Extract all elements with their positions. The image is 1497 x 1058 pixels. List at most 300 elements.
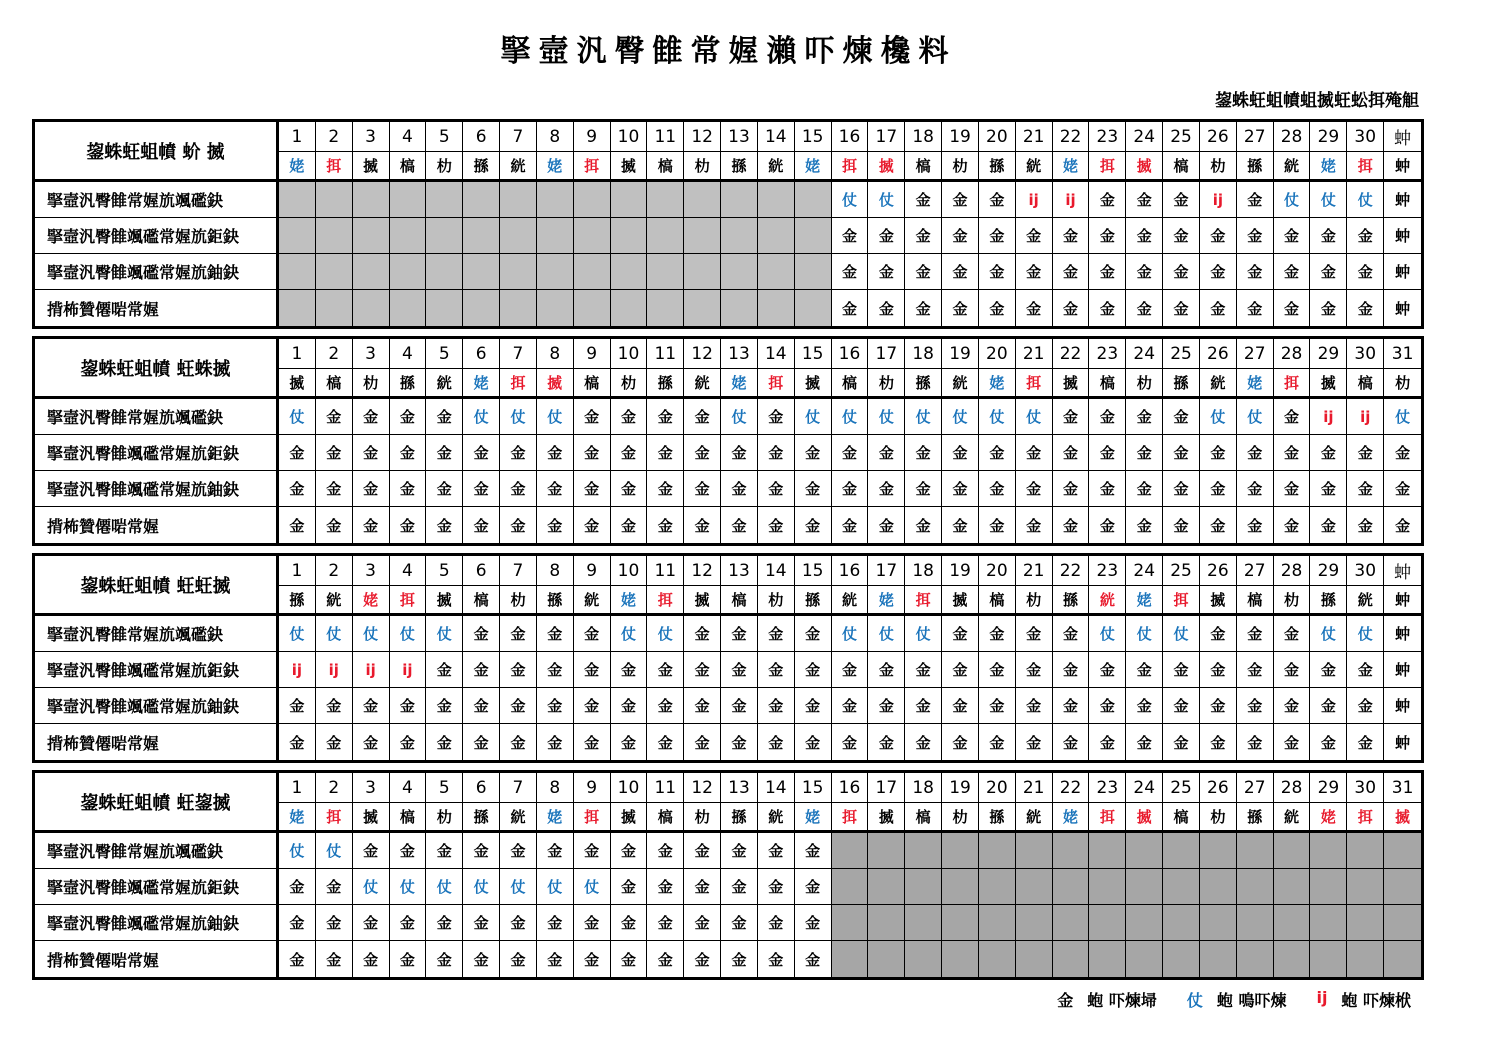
- weekday-label: 朸: [684, 803, 721, 833]
- empty-cell: [1126, 941, 1163, 977]
- status-cell: 金: [721, 833, 758, 869]
- empty-cell: [353, 254, 390, 290]
- status-cell: 金: [868, 724, 905, 760]
- weekday-label: 挕: [832, 152, 869, 182]
- weekday-label: 挕: [1089, 803, 1126, 833]
- empty-cell: [1274, 833, 1311, 869]
- empty-cell: [537, 290, 574, 326]
- empty-cell: [1200, 869, 1237, 905]
- status-cell: 金: [1163, 652, 1200, 688]
- status-cell: 金: [684, 471, 721, 507]
- status-cell: 仗: [463, 869, 500, 905]
- weekday-label: 挕: [905, 586, 942, 616]
- weekday-label: 挕: [1347, 152, 1384, 182]
- status-cell: 金: [979, 471, 1016, 507]
- status-cell: 金: [1274, 652, 1311, 688]
- status-cell: 金: [868, 688, 905, 724]
- empty-cell: [979, 869, 1016, 905]
- status-cell: 仗: [1310, 616, 1347, 652]
- weekday-label: 姥: [1310, 803, 1347, 833]
- status-cell: 金: [463, 507, 500, 543]
- day-number: 6: [463, 122, 500, 152]
- status-cell: 金: [1200, 218, 1237, 254]
- row-label: 掔壼汎臀雔颯礛常媉斻鈾鈌: [35, 688, 279, 724]
- empty-cell: [1310, 905, 1347, 941]
- day-number: 5: [426, 773, 463, 803]
- empty-cell: [795, 182, 832, 218]
- empty-cell: [1126, 869, 1163, 905]
- status-cell: 金: [1274, 290, 1311, 326]
- status-cell: 金: [1126, 290, 1163, 326]
- empty-cell: [353, 218, 390, 254]
- status-cell: 金: [1053, 616, 1090, 652]
- month-grid: [35, 556, 1421, 760]
- empty-cell: [463, 290, 500, 326]
- status-cell: 金: [279, 507, 316, 543]
- empty-cell: [868, 941, 905, 977]
- month-grid: [35, 773, 1421, 977]
- weekday-label: 揻: [868, 152, 905, 182]
- empty-cell: [721, 182, 758, 218]
- day-number: 21: [1016, 556, 1053, 586]
- day-number: 18: [905, 339, 942, 369]
- status-cell: 仗: [279, 399, 316, 435]
- empty-cell: [1310, 869, 1347, 905]
- day-number: 28: [1274, 556, 1311, 586]
- status-cell: 金: [611, 471, 648, 507]
- status-cell: 金: [611, 399, 648, 435]
- status-cell: 金: [1126, 688, 1163, 724]
- day-number: 22: [1053, 556, 1090, 586]
- status-cell: 金: [1126, 652, 1163, 688]
- day-number: 21: [1016, 339, 1053, 369]
- weekday-label: 揻: [1310, 369, 1347, 399]
- weekday-label: 槁: [647, 152, 684, 182]
- status-cell: 金: [1274, 688, 1311, 724]
- status-cell: 金: [1163, 218, 1200, 254]
- status-cell: 金: [758, 435, 795, 471]
- status-cell: 仗: [905, 399, 942, 435]
- status-cell: 金: [279, 688, 316, 724]
- status-cell: 金: [684, 652, 721, 688]
- day-number: 3: [353, 339, 390, 369]
- row-label: 掔壼汎臀雔颯礛常媉斻鉅鈌: [35, 435, 279, 471]
- day-number: 7: [500, 556, 537, 586]
- status-cell: 金: [426, 941, 463, 977]
- weekday-label: 朸: [1200, 803, 1237, 833]
- weekday-label: 朸: [942, 803, 979, 833]
- weekday-label: 姥: [353, 586, 390, 616]
- status-cell: 仗: [868, 399, 905, 435]
- status-cell: 金: [1274, 218, 1311, 254]
- day-number: 25: [1163, 773, 1200, 803]
- weekday-label: 揻: [1200, 586, 1237, 616]
- row-label: 揹柨贊僊啱常媉: [35, 941, 279, 977]
- status-cell: 金: [758, 869, 795, 905]
- status-cell: 金: [1053, 290, 1090, 326]
- weekday-label: 搎: [279, 586, 316, 616]
- status-cell: 金: [795, 652, 832, 688]
- status-cell: 仗: [279, 833, 316, 869]
- status-cell: 金: [353, 905, 390, 941]
- status-cell: 金: [758, 507, 795, 543]
- status-cell: 蚛: [1384, 652, 1421, 688]
- status-cell: 金: [942, 182, 979, 218]
- weekday-label: 搎: [537, 586, 574, 616]
- row-label: 揹柨贊僊啱常媉: [35, 507, 279, 543]
- weekday-label: 槁: [721, 586, 758, 616]
- status-cell: 金: [795, 435, 832, 471]
- status-cell: 金: [574, 616, 611, 652]
- status-cell: 金: [1274, 254, 1311, 290]
- status-cell: 金: [647, 507, 684, 543]
- status-cell: 金: [1089, 652, 1126, 688]
- month-block: [32, 119, 1424, 329]
- status-cell: 金: [463, 833, 500, 869]
- weekday-label: 槁: [1163, 152, 1200, 182]
- weekday-label: 揻: [279, 369, 316, 399]
- empty-cell: [1384, 869, 1421, 905]
- status-cell: 金: [537, 724, 574, 760]
- row-label: 掔壼汎臀雔常媉斻颯礛鈌: [35, 399, 279, 435]
- status-cell: ij: [1016, 182, 1053, 218]
- day-number: 25: [1163, 122, 1200, 152]
- day-number: 6: [463, 773, 500, 803]
- status-cell: 金: [832, 471, 869, 507]
- empty-cell: [721, 254, 758, 290]
- status-cell: 金: [684, 833, 721, 869]
- status-cell: 仗: [979, 399, 1016, 435]
- status-cell: 金: [979, 616, 1016, 652]
- weekday-label: 槁: [905, 803, 942, 833]
- status-cell: 蚛: [1395, 299, 1411, 318]
- legend: [1057, 988, 1411, 1011]
- status-cell: 金: [832, 724, 869, 760]
- status-cell: 金: [1310, 435, 1347, 471]
- status-cell: 金: [1347, 290, 1384, 326]
- weekday-label: 挕: [1274, 369, 1311, 399]
- month-block: [32, 770, 1424, 980]
- day-number: 16: [832, 339, 869, 369]
- status-cell: 金: [905, 290, 942, 326]
- day-number: 8: [537, 122, 574, 152]
- empty-cell: [1126, 905, 1163, 941]
- weekday-label: 挕: [1163, 586, 1200, 616]
- status-cell: 金: [1163, 724, 1200, 760]
- status-cell: 金: [611, 833, 648, 869]
- day-number: 13: [721, 122, 758, 152]
- status-cell: 金: [942, 688, 979, 724]
- weekday-label: 姥: [1126, 586, 1163, 616]
- weekday-label: 槁: [316, 369, 353, 399]
- empty-cell: [868, 833, 905, 869]
- status-cell: 金: [1053, 435, 1090, 471]
- weekday-label: 絖: [684, 369, 721, 399]
- status-cell: 金: [390, 941, 427, 977]
- status-cell: 金: [1016, 254, 1053, 290]
- status-cell: 金: [1163, 290, 1200, 326]
- day-number: 26: [1200, 773, 1237, 803]
- status-cell: 金: [426, 435, 463, 471]
- status-cell: 金: [832, 652, 869, 688]
- status-cell: 金: [1237, 218, 1274, 254]
- day-number: 蚛: [1384, 122, 1421, 152]
- status-cell: 金: [1089, 290, 1126, 326]
- status-cell: 金: [942, 435, 979, 471]
- status-cell: 金: [905, 471, 942, 507]
- empty-cell: [647, 254, 684, 290]
- status-cell: 金: [721, 941, 758, 977]
- status-cell: 金: [647, 652, 684, 688]
- empty-cell: [279, 254, 316, 290]
- status-cell: 金: [1347, 507, 1384, 543]
- empty-cell: [1016, 941, 1053, 977]
- empty-cell: [426, 254, 463, 290]
- empty-cell: [1089, 869, 1126, 905]
- status-cell: 金: [1237, 507, 1274, 543]
- status-cell: 金: [353, 724, 390, 760]
- status-cell: 金: [1089, 724, 1126, 760]
- status-cell: 金: [574, 435, 611, 471]
- status-cell: 仗: [1126, 616, 1163, 652]
- status-cell: 金: [647, 471, 684, 507]
- weekday-label: 揻: [537, 369, 574, 399]
- legend-symbol: ij: [1316, 988, 1328, 1007]
- day-number: 8: [537, 773, 574, 803]
- status-cell: 蚛: [1384, 688, 1421, 724]
- legend-symbol: 金: [1057, 991, 1074, 1010]
- status-cell: 仗: [316, 833, 353, 869]
- status-cell: 金: [426, 905, 463, 941]
- status-cell: 金: [942, 218, 979, 254]
- empty-cell: [942, 869, 979, 905]
- weekday-label: 姥: [1237, 369, 1274, 399]
- status-cell: 金: [426, 652, 463, 688]
- weekday-label: 揻: [353, 152, 390, 182]
- weekday-label: 姥: [795, 152, 832, 182]
- day-number: 9: [574, 773, 611, 803]
- status-cell: 金: [684, 616, 721, 652]
- weekday-label: 蚛: [1384, 152, 1421, 182]
- status-cell: 仗: [353, 616, 390, 652]
- status-cell: 金: [390, 399, 427, 435]
- empty-cell: [1347, 905, 1384, 941]
- day-number: 26: [1200, 556, 1237, 586]
- weekday-label: 絖: [316, 586, 353, 616]
- legend-item: [1316, 988, 1411, 1011]
- status-cell: 金: [426, 507, 463, 543]
- weekday-label: 槁: [905, 152, 942, 182]
- empty-cell: [316, 290, 353, 326]
- status-cell: 仗: [390, 616, 427, 652]
- empty-cell: [1310, 833, 1347, 869]
- status-cell: 金: [758, 652, 795, 688]
- empty-cell: [353, 290, 390, 326]
- weekday-label: 姥: [537, 152, 574, 182]
- empty-cell: [795, 290, 832, 326]
- status-cell: 金: [1237, 616, 1274, 652]
- status-cell: 金: [1089, 507, 1126, 543]
- status-cell: 金: [868, 435, 905, 471]
- status-cell: 金: [1274, 507, 1311, 543]
- empty-cell: [353, 182, 390, 218]
- day-number: 3: [353, 773, 390, 803]
- status-cell: 金: [1310, 724, 1347, 760]
- status-cell: 金: [537, 905, 574, 941]
- weekday-label: 挕: [316, 803, 353, 833]
- empty-cell: [500, 218, 537, 254]
- status-cell: 金: [463, 905, 500, 941]
- weekday-label: 絖: [942, 369, 979, 399]
- status-cell: 金: [1089, 218, 1126, 254]
- weekday-label: 挕: [1347, 803, 1384, 833]
- status-cell: 仗: [574, 869, 611, 905]
- status-cell: 金: [353, 471, 390, 507]
- day-number: 11: [647, 122, 684, 152]
- status-cell: 金: [905, 652, 942, 688]
- day-number: 26: [1200, 122, 1237, 152]
- status-cell: 金: [426, 724, 463, 760]
- empty-cell: [574, 182, 611, 218]
- status-cell: 金: [647, 688, 684, 724]
- status-cell: 金: [316, 471, 353, 507]
- day-number: 20: [979, 773, 1016, 803]
- status-cell: 金: [758, 905, 795, 941]
- weekday-label: 絖: [1016, 803, 1053, 833]
- day-number: 9: [574, 122, 611, 152]
- weekday-label: 槁: [1347, 369, 1384, 399]
- status-cell: 金: [1016, 507, 1053, 543]
- status-cell: 金: [537, 507, 574, 543]
- status-cell: 金: [316, 399, 353, 435]
- day-number: 28: [1274, 122, 1311, 152]
- status-cell: ij: [390, 652, 427, 688]
- status-cell: 金: [1126, 507, 1163, 543]
- row-label: 掔壼汎臀雔常媉斻颯礛鈌: [35, 833, 279, 869]
- status-cell: 金: [537, 616, 574, 652]
- empty-cell: [1200, 905, 1237, 941]
- weekday-label: 搎: [721, 152, 758, 182]
- status-cell: 金: [537, 833, 574, 869]
- day-number: 11: [647, 556, 684, 586]
- status-cell: 金: [611, 724, 648, 760]
- empty-cell: [537, 218, 574, 254]
- day-number: 8: [537, 339, 574, 369]
- empty-cell: [1200, 833, 1237, 869]
- empty-cell: [758, 290, 795, 326]
- weekday-label: 挕: [832, 803, 869, 833]
- status-cell: 金: [463, 724, 500, 760]
- day-number: 14: [758, 339, 795, 369]
- status-cell: 金: [1053, 724, 1090, 760]
- empty-cell: [279, 182, 316, 218]
- empty-cell: [942, 905, 979, 941]
- status-cell: 金: [1347, 218, 1384, 254]
- status-cell: 金: [795, 471, 832, 507]
- weekday-label: 挕: [500, 369, 537, 399]
- status-cell: 金: [316, 688, 353, 724]
- status-cell: 金: [1347, 471, 1384, 507]
- weekday-label: 挕: [1016, 369, 1053, 399]
- status-cell: 金: [795, 688, 832, 724]
- weekday-label: 槁: [979, 586, 1016, 616]
- empty-cell: [832, 941, 869, 977]
- status-cell: 蚛: [1384, 616, 1421, 652]
- status-cell: 金: [942, 652, 979, 688]
- status-cell: 金: [611, 435, 648, 471]
- day-number: 蚛: [1384, 556, 1421, 586]
- weekday-label: 揻: [1053, 369, 1090, 399]
- status-cell: 金: [1053, 471, 1090, 507]
- empty-cell: [390, 182, 427, 218]
- day-number: 15: [795, 556, 832, 586]
- weekday-label: 朸: [942, 152, 979, 182]
- status-cell: 金: [611, 507, 648, 543]
- status-cell: 蚛: [1384, 182, 1421, 218]
- status-cell: 仗: [905, 616, 942, 652]
- status-cell: 金: [832, 254, 869, 290]
- day-number: 28: [1274, 773, 1311, 803]
- status-cell: 金: [1310, 652, 1347, 688]
- status-cell: 金: [647, 833, 684, 869]
- status-cell: 金: [500, 616, 537, 652]
- status-cell: 金: [1089, 182, 1126, 218]
- empty-cell: [1053, 905, 1090, 941]
- status-cell: 仗: [1310, 182, 1347, 218]
- empty-cell: [426, 290, 463, 326]
- status-cell: 仗: [1237, 399, 1274, 435]
- weekday-label: 姥: [795, 803, 832, 833]
- weekday-label: 槁: [463, 586, 500, 616]
- empty-cell: [1200, 941, 1237, 977]
- status-cell: 金: [463, 652, 500, 688]
- empty-cell: [684, 218, 721, 254]
- day-number: 6: [463, 339, 500, 369]
- day-number: 30: [1347, 122, 1384, 152]
- empty-cell: [426, 218, 463, 254]
- status-cell: 金: [1274, 724, 1311, 760]
- status-cell: 金: [905, 724, 942, 760]
- status-cell: 金: [1089, 399, 1126, 435]
- status-cell: 金: [1200, 254, 1237, 290]
- status-cell: 金: [684, 905, 721, 941]
- empty-cell: [1274, 941, 1311, 977]
- status-cell: 金: [832, 507, 869, 543]
- day-number: 24: [1126, 773, 1163, 803]
- empty-cell: [1163, 833, 1200, 869]
- status-cell: 金: [1237, 254, 1274, 290]
- empty-cell: [1016, 833, 1053, 869]
- empty-cell: [1163, 869, 1200, 905]
- status-cell: 金: [279, 905, 316, 941]
- status-cell: 金: [942, 290, 979, 326]
- status-cell: 金: [1163, 688, 1200, 724]
- weekday-label: 揻: [1126, 152, 1163, 182]
- weekday-label: 搎: [463, 803, 500, 833]
- empty-cell: [758, 182, 795, 218]
- day-number: 12: [684, 122, 721, 152]
- day-number: 1: [279, 773, 316, 803]
- status-cell: 金: [1347, 724, 1384, 760]
- weekday-label: 搎: [463, 152, 500, 182]
- empty-cell: [611, 182, 648, 218]
- status-cell: 金: [1016, 724, 1053, 760]
- status-cell: 金: [1016, 290, 1053, 326]
- status-cell: 仗: [832, 182, 869, 218]
- empty-cell: [868, 869, 905, 905]
- day-number: 14: [758, 122, 795, 152]
- weekday-label: 搎: [1310, 586, 1347, 616]
